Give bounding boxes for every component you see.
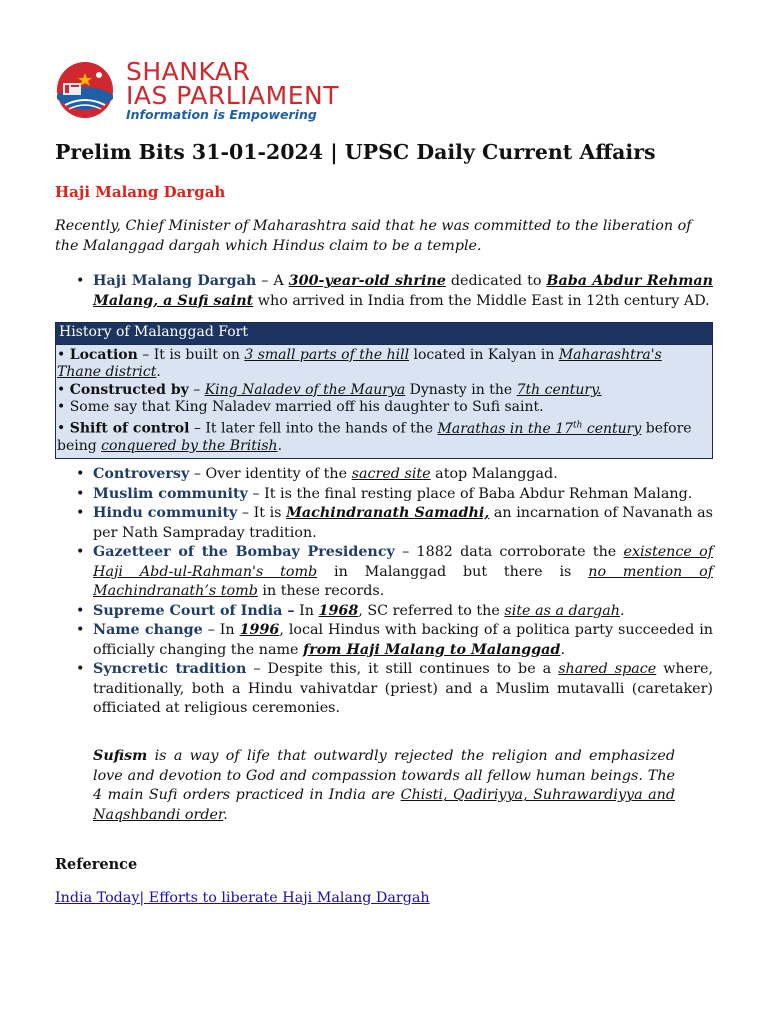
emphasis-text: 7th century. bbox=[516, 381, 602, 398]
bullet-term: Muslim community bbox=[93, 485, 248, 502]
brand-logo bbox=[55, 57, 395, 123]
bullet-text: – Over identity of the bbox=[189, 466, 352, 482]
history-some-say: • Some say that King Naladev married off his daughter to Sufi saint. bbox=[57, 399, 544, 416]
sufism-text: is a way of life that outwardly rejected the religion and emphasized love and devotion to God and compassion towards all fellow human beings. The 4 main Sufi orders practiced in India are bbox=[93, 748, 675, 804]
reference-link[interactable]: India Today| Efforts to liberate Haji Malang Dargah bbox=[55, 890, 430, 906]
emphasis-text: century bbox=[582, 420, 642, 437]
bullet-text: who arrived in India from the Middle East in 12th century AD. bbox=[253, 292, 710, 309]
bullet-text: an incarnation of Navanath as per Nath Sampraday tradition. bbox=[93, 505, 713, 541]
emphasis-text: sacred site bbox=[351, 466, 431, 482]
brand-name-line1: SHANKAR bbox=[126, 57, 251, 86]
bullet-text: in these records. bbox=[257, 583, 385, 599]
history-location: • Location – It is built on 3 small parts of the hill located in Kalyan in Maharashtra's Thane district. bbox=[57, 346, 662, 381]
bullet-text: – It is bbox=[237, 505, 287, 521]
history-box-body bbox=[56, 345, 712, 458]
list-item bbox=[76, 660, 713, 719]
emphasis-text: 1968 bbox=[318, 602, 359, 619]
reference-heading: Reference bbox=[55, 856, 138, 873]
list-item bbox=[76, 504, 713, 543]
emphasis-text: shared space bbox=[558, 661, 657, 677]
emphasis-text: from Haji Malang to Malanggad bbox=[303, 641, 561, 658]
list-item bbox=[76, 272, 713, 311]
history-text: – It is built on bbox=[137, 346, 245, 363]
bullet-term: Hindu community bbox=[93, 505, 238, 521]
bullet-term: Gazetteer of the Bombay Presidency bbox=[93, 544, 395, 560]
emphasis-text: no mention of Machindranath’s tomb bbox=[93, 563, 713, 599]
emphasis-text: existence of Haji Abd-ul-Rahman's tomb bbox=[93, 544, 713, 580]
history-constructed: • Constructed by – King Naladev of the Maurya Dynasty in the 7th century. bbox=[57, 381, 602, 398]
emphasis-text: site as a dargah bbox=[504, 602, 620, 619]
emphasis-text: 3 small parts of the hill bbox=[244, 346, 410, 363]
history-label: Location bbox=[69, 346, 138, 363]
bullet-text: in Malanggad but there is bbox=[317, 563, 589, 580]
history-text: . bbox=[156, 364, 161, 381]
intro-paragraph: Recently, Chief Minister of Maharashtra said that he was committed to the liberation of the Malanggad dargah which Hindus claim to be a temple. bbox=[55, 218, 692, 254]
history-text: before being bbox=[57, 420, 692, 455]
history-box bbox=[55, 322, 713, 459]
bullet-text: atop Malanggad. bbox=[430, 466, 558, 482]
emphasis-text: 1996 bbox=[239, 622, 280, 638]
history-text: . bbox=[277, 438, 283, 455]
history-shift: • Shift of control – It later fell into the hands of the Marathas in the 17th century before being conquered by the British. bbox=[57, 419, 692, 455]
sufism-term: Sufism bbox=[93, 748, 148, 764]
bullet-term: Haji Malang Dargah bbox=[93, 273, 257, 289]
emphasis-text: Maharashtra's Thane district bbox=[57, 346, 662, 381]
history-text: Some say that King Naladev married off his daughter to Sufi saint. bbox=[69, 399, 544, 416]
bullet-text: , SC referred to the bbox=[358, 602, 505, 619]
bullet-term: Syncretic tradition bbox=[93, 661, 247, 677]
bullet-text: – It is the final resting place of Baba Abdur Rehman Malang. bbox=[247, 485, 693, 502]
brand-tagline: Information is Empowering bbox=[126, 107, 317, 122]
history-text: Dynasty in the bbox=[405, 381, 517, 398]
emphasis-text: Baba Abdur Rehman Malang, a Sufi saint bbox=[93, 273, 714, 309]
history-label: Constructed by bbox=[69, 381, 189, 398]
page-title: Prelim Bits 31-01-2024 | UPSC Daily Current Affairs bbox=[55, 140, 656, 164]
history-box-heading: History of Malanggad Fort bbox=[56, 323, 712, 345]
history-label: Shift of control bbox=[69, 420, 190, 437]
list-item bbox=[76, 485, 713, 505]
bullet-term: Controversy bbox=[93, 466, 190, 482]
list-item bbox=[76, 602, 713, 622]
brand-name-line2: IAS PARLIAMENT bbox=[126, 81, 339, 110]
emphasis-text: Machindranath Samadhi, bbox=[286, 505, 490, 521]
bullet-term: Supreme Court of India – bbox=[93, 602, 295, 619]
list-item bbox=[76, 465, 713, 485]
bullet-text: . bbox=[560, 641, 565, 658]
emphasis-text: Marathas in the 17 bbox=[437, 420, 574, 437]
intro-bullet-list bbox=[76, 272, 713, 311]
bullet-text: – 1882 data corroborate the bbox=[394, 544, 624, 560]
details-bullet-list bbox=[76, 465, 713, 719]
emphasis-text: Chisti, Qadiriyya, Suhrawardiyya and Naqshbandi order bbox=[93, 787, 675, 824]
bullet-text: dedicated to bbox=[445, 273, 547, 289]
history-text: – bbox=[188, 381, 205, 398]
history-text: located in Kalyan in bbox=[409, 346, 559, 363]
bullet-term: Name change bbox=[93, 622, 203, 638]
history-text: – It later fell into the hands of the bbox=[189, 420, 438, 437]
bullet-text: In bbox=[294, 602, 319, 619]
emphasis-text: 300-year-old shrine bbox=[288, 273, 446, 289]
bullet-text: where, traditionally, both a Hindu vahivatdar (priest) and a Muslim mutavalli (caretaker) officiated at religious ceremonies. bbox=[93, 661, 713, 716]
bullet-text: – A bbox=[256, 273, 289, 289]
bullet-text: , local Hindus with backing of a politica party succeeded in officially changing the name bbox=[93, 622, 714, 658]
emphasis-text: conquered by the British bbox=[101, 438, 278, 455]
list-item bbox=[76, 621, 713, 660]
parliament-emblem-icon bbox=[55, 59, 115, 121]
bullet-text: – In bbox=[202, 622, 240, 638]
bullet-text: – Despite this, it still continues to be a bbox=[246, 661, 559, 677]
section-heading: Haji Malang Dargah bbox=[55, 183, 226, 201]
sufism-note bbox=[93, 747, 675, 826]
emphasis-text: King Naladev of the Maurya bbox=[204, 381, 406, 398]
bullet-text: . bbox=[619, 602, 625, 619]
sufism-text: . bbox=[223, 807, 228, 824]
list-item bbox=[76, 543, 713, 602]
superscript: th bbox=[573, 419, 583, 430]
